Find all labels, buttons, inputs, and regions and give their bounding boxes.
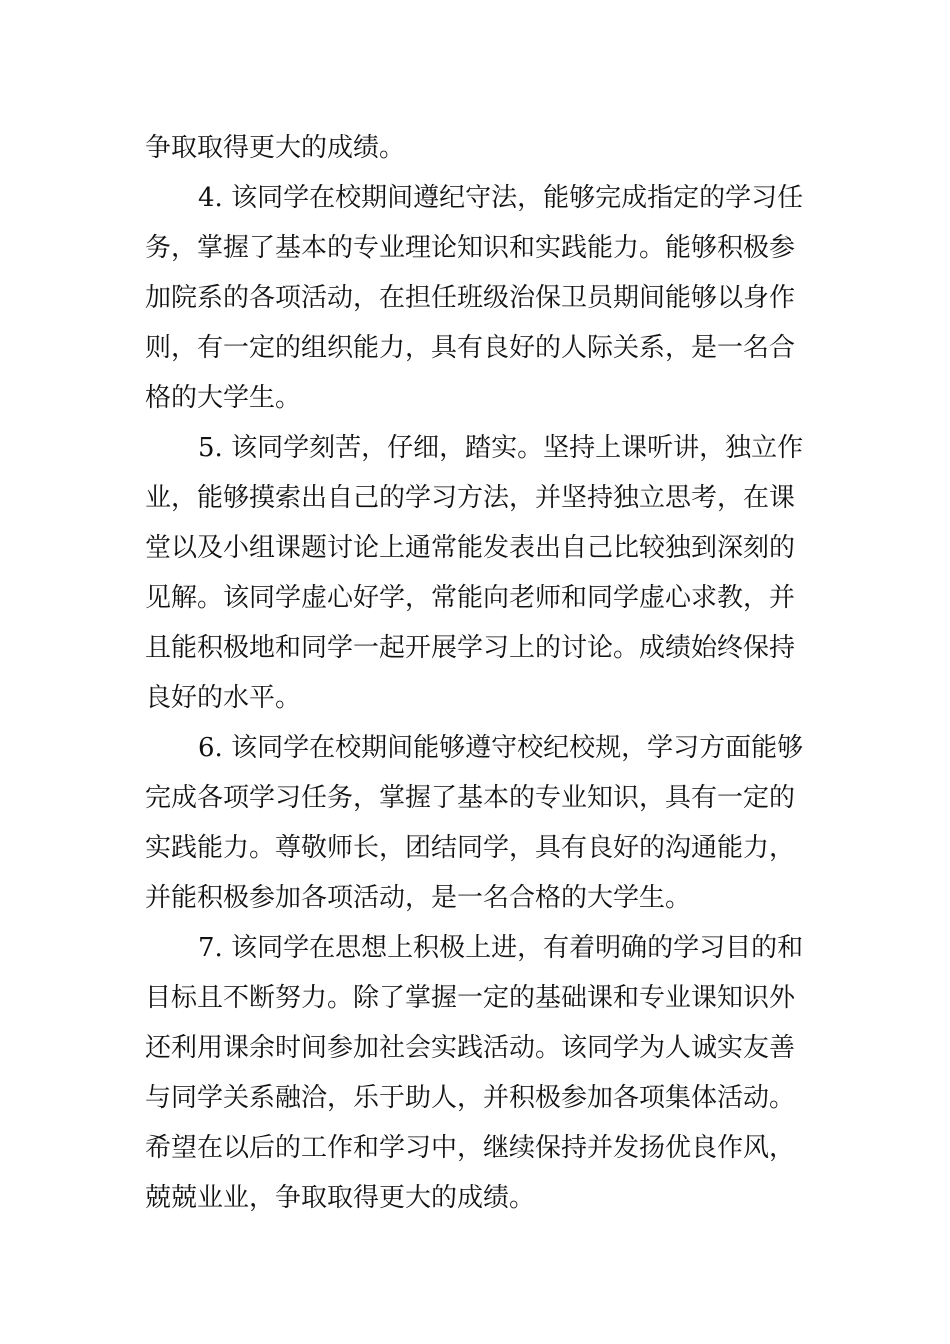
text-line: 完成各项学习任务，掌握了基本的专业知识，具有一定的 [145,783,796,813]
text-line: 良好的水平。 [145,683,302,713]
text-line: 实践能力。尊敬师长，团结同学，具有良好的沟通能力， [145,833,796,863]
text-line: 4. 该同学在校期间遵纪守法，能够完成指定的学习任 [198,183,804,213]
text-line: 则，有一定的组织能力，具有良好的人际关系，是一名合 [145,333,796,363]
text-line: 6. 该同学在校期间能够遵守校纪校规，学习方面能够 [198,733,804,763]
text-line: 目标且不断努力。除了掌握一定的基础课和专业课知识外 [145,983,796,1013]
text-line: 还利用课余时间参加社会实践活动。该同学为人诚实友善 [145,1033,796,1063]
text-line: 业，能够摸索出自己的学习方法，并坚持独立思考，在课 [145,483,796,513]
text-line: 务，掌握了基本的专业理论知识和实践能力。能够积极参 [145,233,796,263]
text-line: 7. 该同学在思想上积极上进，有着明确的学习目的和 [198,933,804,963]
text-line: 争取取得更大的成绩。 [145,133,406,163]
text-line: 格的大学生。 [145,383,302,413]
text-line: 堂以及小组课题讨论上通常能发表出自己比较独到深刻的 [145,533,796,563]
text-line: 加院系的各项活动，在担任班级治保卫员期间能够以身作 [145,283,796,313]
text-line: 希望在以后的工作和学习中，继续保持并发扬优良作风， [145,1133,796,1163]
text-line: 且能积极地和同学一起开展学习上的讨论。成绩始终保持 [145,633,796,663]
text-line: 5. 该同学刻苦，仔细，踏实。坚持上课听讲，独立作 [198,433,804,463]
text-line: 见解。该同学虚心好学，常能向老师和同学虚心求教，并 [145,583,796,613]
text-line: 并能积极参加各项活动，是一名合格的大学生。 [145,883,692,913]
text-line: 兢兢业业，争取取得更大的成绩。 [145,1183,536,1213]
text-line: 与同学关系融洽，乐于助人，并积极参加各项集体活动。 [145,1083,796,1113]
